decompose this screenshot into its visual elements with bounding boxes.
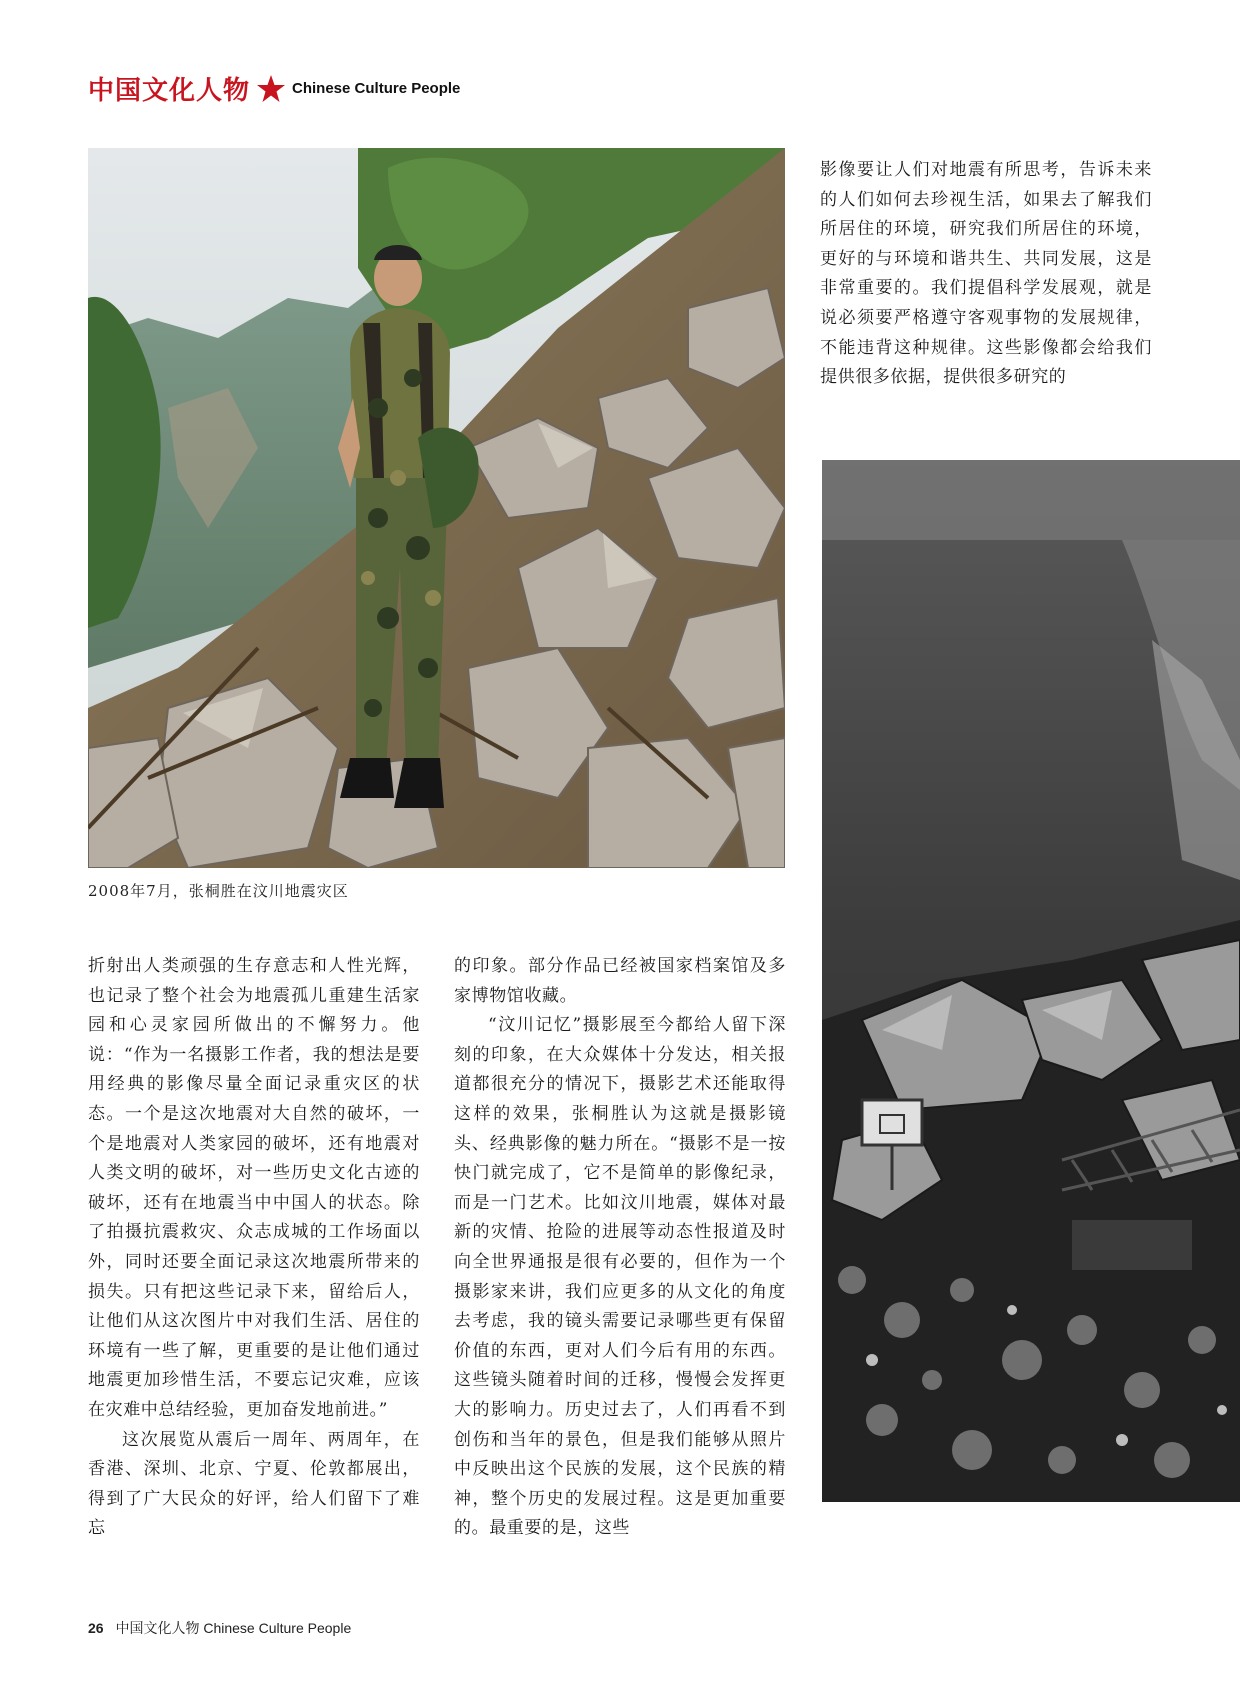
masthead-title-cn: 中国文化人物 [88,76,251,106]
page-footer [88,1618,351,1638]
paragraph: “汶川记忆”摄影展至今都给人留下深刻的印象，在大众媒体十分发达，相关报道都很充分的情况下，摄影艺术还能取得这样的效果，张桐胜认为这就是摄影镜头、经典影像的魅力所在。“摄影不是一按快门就完成了，它不是简单的影像纪录，而是一门艺术。比如汶川地震，媒体对最新的灾情、抢险的进展等动态性报道及时向全世界通报是很有必要的，但作为一个摄影家来讲，我们应更多的从文化的角度去考虑，我的镜头需要记录哪些更有保留价值的东西，更对人们今后有用的东西。这些镜头随着时间的迁移，慢慢会发挥更大的影响力。历史过去了，人们再看不到创伤和当年的景色，但是我们能够从照片中反映出这个民族的发展，这个民族的精神，整个历史的发展过程。这是更加重要的。最重要的是，这些 [454,1015,786,1539]
paragraph: 影像要让人们对地震有所思考，告诉未来的人们如何去珍视生活，如果去了解我们所居住的环境，研究我们所居住的环境，更好的与环境和谐共生、共同发展，这是非常重要的。我们提倡科学发展观，就是说必须要严格遵守客观事物的发展规律，不能违背这种规律。这些影像都会给我们提供很多依据，提供很多研究的 [820,160,1152,388]
side-photo [822,460,1240,1502]
star-icon [256,74,286,104]
page-number: 26 [88,1620,104,1636]
masthead-title-en: Chinese Culture People [292,80,461,97]
paragraph: 的印象。部分作品已经被国家档案馆及多家博物馆收藏。 [454,956,786,1006]
masthead [88,70,460,107]
right-top-column [820,156,1152,393]
middle-column [454,952,786,1544]
left-column [88,952,420,1544]
paragraph: 折射出人类顽强的生存意志和人性光辉，也记录了整个社会为地震孤儿重建生活家园和心灵家园所做出的不懈努力。他说：“作为一名摄影工作者，我的想法是要用经典的影像尽量全面记录重灾区的状态。一个是这次地震对大自然的破坏，一个是地震对人类家园的破坏，还有地震对人类文明的破坏，对一些历史文化古迹的破坏，还有在地震当中中国人的状态。除了拍摄抗震救灾、众志成城的工作场面以外，同时还要全面记录这次地震所带来的损失。只有把这些记录下来，留给后人，让他们从这次图片中对我们生活、居住的环境有一些了解，更重要的是让他们通过地震更加珍惜生活，不要忘记灾难，应该在灾难中总结经验，更加奋发地前进。” [88,956,420,1420]
footer-text: 中国文化人物 Chinese Culture People [115,1620,352,1636]
paragraph: 这次展览从震后一周年、两周年，在香港、深圳、北京、宁夏、伦敦都展出，得到了广大民众的好评，给人们留下了难忘 [88,1429,420,1539]
main-photo [88,148,785,868]
photo-caption: 2008年7月，张桐胜在汶川地震灾区 [88,882,349,900]
